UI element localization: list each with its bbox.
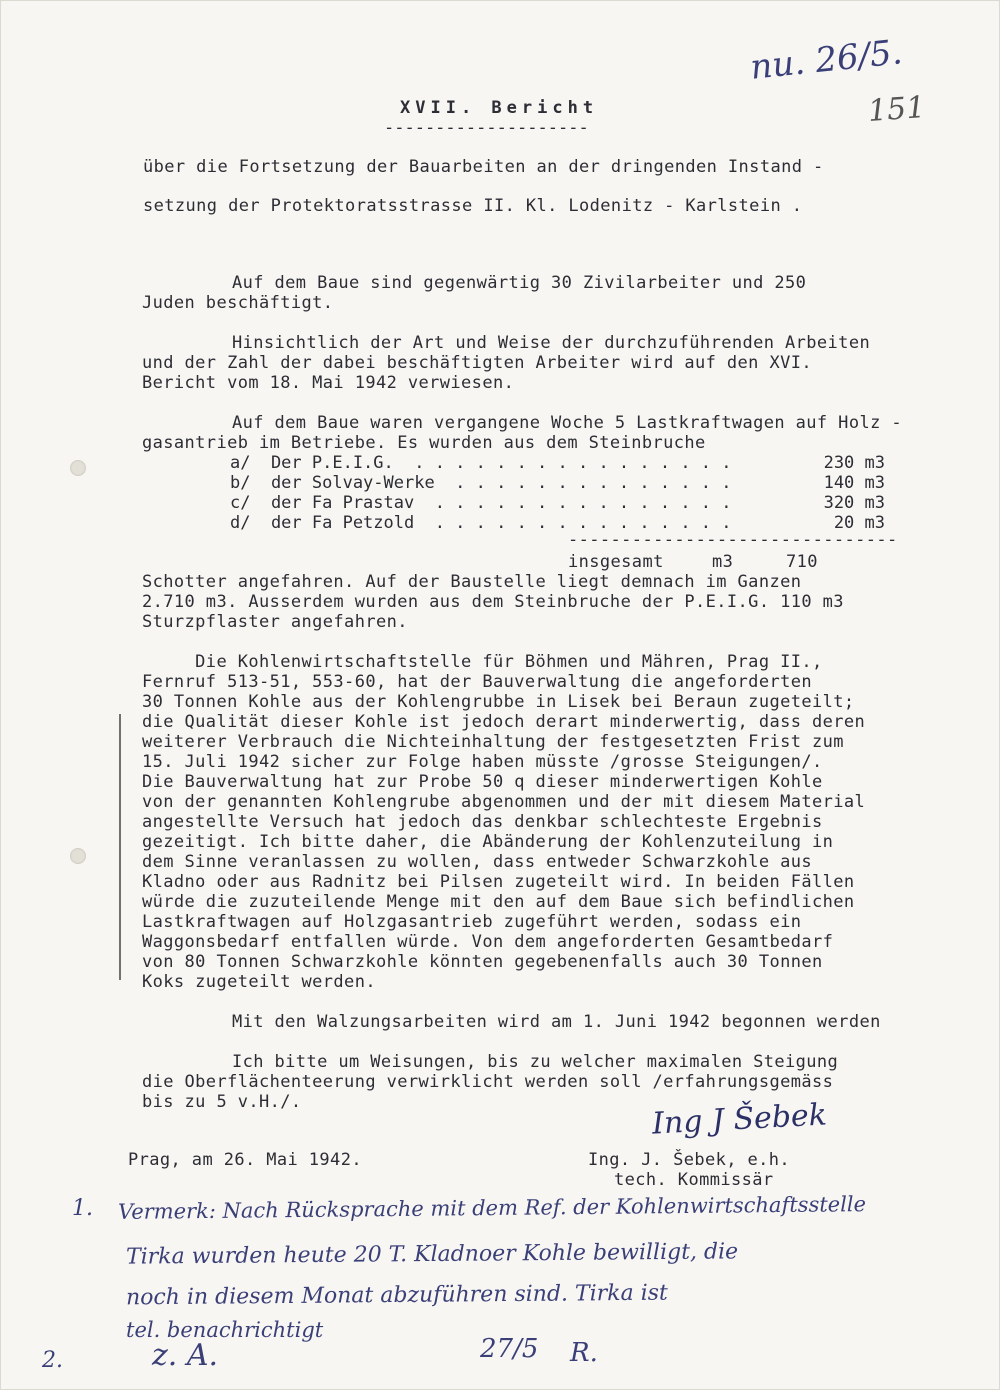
signer-role: tech. Kommissär <box>614 1170 774 1190</box>
note-number: 1. <box>72 1196 93 1221</box>
folio-number: 151 <box>866 90 927 129</box>
quarry-row-label: d/ der Fa Petzold . . . . . . . . . . . . . . . <box>230 513 732 533</box>
paragraph-line: die Oberflächenteerung verwirklicht werden soll /erfahrungsgemäss <box>142 1072 834 1092</box>
paragraph-line: die Qualität dieser Kohle ist jedoch derart minderwertig, dass deren <box>142 712 866 732</box>
handwritten-note-line: Tirka wurden heute 20 T. Kladnoer Kohle bewilligt, die <box>125 1239 739 1270</box>
paragraph-line: Juden beschäftigt. <box>142 293 334 313</box>
handwritten-note-line: Vermerk: Nach Rücksprache mit dem Ref. der Kohlenwirtschaftsstelle <box>117 1192 867 1224</box>
total-rule: ------------------------------- <box>568 530 898 550</box>
paragraph-line: weiterer Verbrauch die Nichteinhaltung der festgesetzten Frist zum <box>142 732 844 752</box>
handwritten-note-filing: z. A. <box>152 1338 219 1373</box>
paragraph-line: bis zu 5 v.H./. <box>142 1092 302 1112</box>
paragraph-line: dem Sinne veranlassen zu wollen, dass entweder Schwarzkohle aus <box>142 852 812 872</box>
punch-hole <box>70 460 86 476</box>
quarry-row-amount: 20 m3 <box>833 513 885 533</box>
paragraph-line: Sturzpflaster angefahren. <box>142 612 408 632</box>
paragraph-line: Kladno oder aus Radnitz bei Pilsen zugeteilt wird. In beiden Fällen <box>142 872 855 892</box>
paragraph-line: Ich bitte um Weisungen, bis zu welcher maximalen Steigung <box>232 1052 839 1072</box>
handwritten-signature: Ing J Šebek <box>651 1097 828 1142</box>
margin-marking <box>119 714 121 980</box>
punch-hole <box>70 848 86 864</box>
paragraph-line: und der Zahl der dabei beschäftigten Arbeiter wird auf den XVI. <box>142 353 812 373</box>
paragraph-line: Auf dem Baue sind gegenwärtig 30 Zivilarbeiter und 250 <box>232 273 807 293</box>
paragraph-line: Die Kohlenwirtschaftstelle für Böhmen und Mähren, Prag II., <box>142 652 823 672</box>
note-number: 2. <box>42 1348 63 1373</box>
subject-line: setzung der Protektoratsstrasse II. Kl. Lodenitz - Karlstein . <box>143 196 803 216</box>
document-title: XVII. Bericht <box>400 98 599 118</box>
handwritten-reference-note: nu. 26/5. <box>748 32 905 88</box>
paragraph-line: würde die zuzuteilende Menge mit den auf dem Baue sich befindlichen <box>142 892 855 912</box>
paragraph-line: gezeitigt. Ich bitte daher, die Abänderung der Kohlenzuteilung in <box>142 832 834 852</box>
paragraph-line: Schotter angefahren. Auf der Baustelle liegt demnach im Ganzen <box>142 572 802 592</box>
quarry-row-label: c/ der Fa Prastav . . . . . . . . . . . . . . . <box>230 493 732 513</box>
place-date: Prag, am 26. Mai 1942. <box>128 1150 362 1170</box>
paragraph-line: Waggonsbedarf entfallen würde. Von dem angeforderten Gesamtbedarf <box>142 932 834 952</box>
paragraph-line: von 80 Tonnen Schwarzkohle könnten gegebenenfalls auch 30 Tonnen <box>142 952 823 972</box>
paragraph-line: Bericht vom 18. Mai 1942 verwiesen. <box>142 373 515 393</box>
quarry-row-label: b/ der Solvay-Werke . . . . . . . . . . . . . . <box>230 473 732 493</box>
handwritten-note-line: tel. benachrichtigt <box>126 1318 324 1342</box>
quarry-row-amount: 140 m3 <box>823 473 885 493</box>
quarry-row-amount: 320 m3 <box>823 493 885 513</box>
paragraph-line: Koks zugeteilt werden. <box>142 972 376 992</box>
quarry-row-amount: 230 m3 <box>823 453 885 473</box>
paragraph-line: Die Bauverwaltung hat zur Probe 50 q dieser minderwertigen Kohle <box>142 772 823 792</box>
handwritten-initial: R. <box>570 1338 598 1368</box>
paragraph-line: Lastkraftwagen auf Holzgasantrieb zugeführt werden, sodass ein <box>142 912 802 932</box>
paragraph-line: 2.710 m3. Ausserdem wurden aus dem Steinbruche der P.E.I.G. 110 m3 <box>142 592 844 612</box>
subject-line: über die Fortsetzung der Bauarbeiten an der dringenden Instand - <box>143 157 824 177</box>
paragraph-line: Fernruf 513-51, 553-60, hat der Bauverwaltung die angeforderten <box>142 672 812 692</box>
total-value: 710 <box>786 552 818 572</box>
paragraph-line: Auf dem Baue waren vergangene Woche 5 Lastkraftwagen auf Holz - <box>232 413 902 433</box>
paragraph-line: gasantrieb im Betriebe. Es wurden aus dem Steinbruche <box>142 433 706 453</box>
paragraph-line: Mit den Walzungsarbeiten wird am 1. Juni 1942 begonnen werden <box>232 1012 881 1032</box>
handwritten-note-line: noch in diesem Monat abzuführen sind. Tirka ist <box>125 1280 668 1311</box>
handwritten-note-date: 27/5 <box>480 1334 539 1364</box>
paragraph-line: 15. Juli 1942 sicher zur Folge haben müsste /grosse Steigungen/. <box>142 752 823 772</box>
paragraph-line: 30 Tonnen Kohle aus der Kohlengrubbe in Lisek bei Beraun zugeteilt; <box>142 692 855 712</box>
paragraph-line: Hinsichtlich der Art und Weise der durchzuführenden Arbeiten <box>232 333 871 353</box>
total-label: insgesamt <box>568 552 664 572</box>
signer-name: Ing. J. Šebek, e.h. <box>588 1150 791 1170</box>
quarry-row-label: a/ Der P.E.I.G. . . . . . . . . . . . . . . . . <box>230 453 732 473</box>
paragraph-line: angestellte Versuch hat jedoch das denkbar schlechteste Ergebnis <box>142 812 823 832</box>
title-underline: -------------------- <box>384 118 589 138</box>
total-unit: m3 <box>712 552 734 572</box>
paragraph-line: von der genannten Kohlengrube abgenommen und der mit diesem Material <box>142 792 866 812</box>
